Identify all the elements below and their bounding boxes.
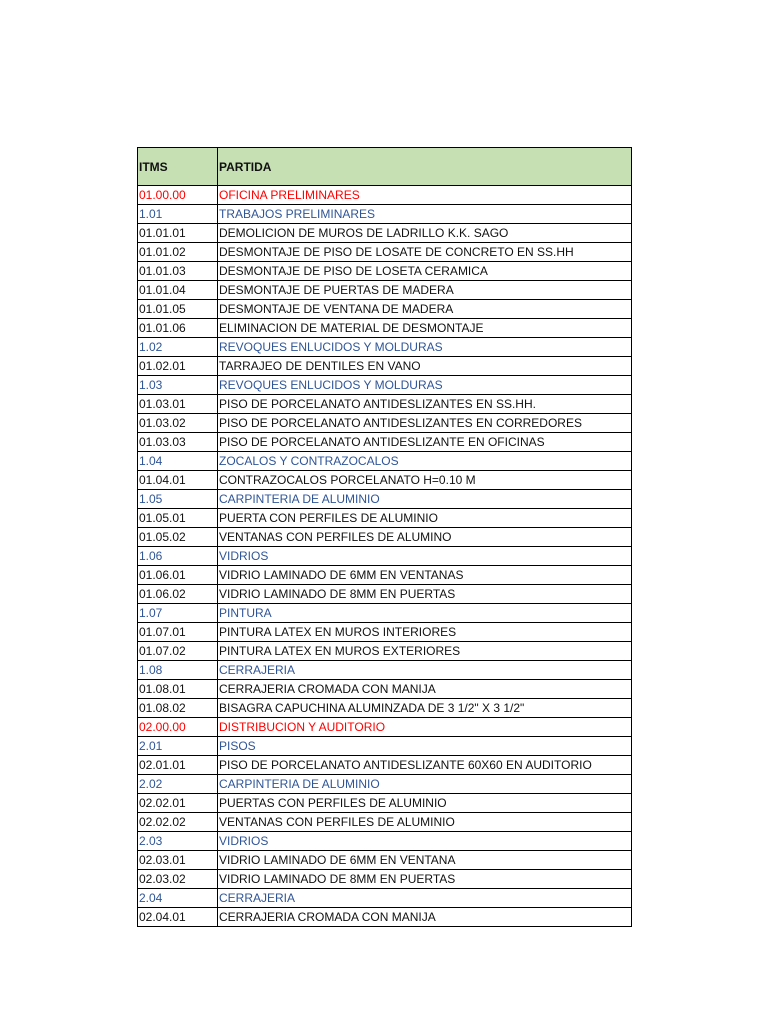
item-description-cell: CERRAJERIA <box>218 889 632 908</box>
item-code-cell: 01.01.03 <box>138 262 218 281</box>
item-code-cell: 1.04 <box>138 452 218 471</box>
item-description-cell: CERRAJERIA CROMADA CON MANIJA <box>218 908 632 927</box>
item-code-cell: 01.01.06 <box>138 319 218 338</box>
subsection-row <box>138 832 632 851</box>
item-description-cell: DEMOLICION DE MUROS DE LADRILLO K.K. SAGO <box>218 224 632 243</box>
item-code-cell: 01.00.00 <box>138 186 218 205</box>
header-row <box>138 148 632 186</box>
item-description-cell: VIDRIO LAMINADO DE 8MM EN PUERTAS <box>218 870 632 889</box>
subsection-row <box>138 889 632 908</box>
table-row <box>138 319 632 338</box>
table-row <box>138 414 632 433</box>
item-description-cell: VIDRIO LAMINADO DE 6MM EN VENTANA <box>218 851 632 870</box>
subsection-row <box>138 547 632 566</box>
item-code-cell: 01.07.02 <box>138 642 218 661</box>
item-code-cell: 1.02 <box>138 338 218 357</box>
subsection-row <box>138 490 632 509</box>
item-code-cell: 1.06 <box>138 547 218 566</box>
item-description-cell: VENTANAS CON PERFILES DE ALUMINO <box>218 528 632 547</box>
item-code-cell: 02.02.01 <box>138 794 218 813</box>
item-code-cell: 01.08.02 <box>138 699 218 718</box>
subsection-row <box>138 661 632 680</box>
header-partida: PARTIDA <box>218 148 632 186</box>
item-description-cell: VIDRIOS <box>218 832 632 851</box>
table-row <box>138 566 632 585</box>
item-code-cell: 01.08.01 <box>138 680 218 699</box>
item-description-cell: DESMONTAJE DE VENTANA DE MADERA <box>218 300 632 319</box>
table-row <box>138 528 632 547</box>
subsection-row <box>138 737 632 756</box>
header-itms: ITMS <box>138 148 218 186</box>
item-code-cell: 01.03.03 <box>138 433 218 452</box>
item-description-cell: CARPINTERIA DE ALUMINIO <box>218 490 632 509</box>
table-row <box>138 300 632 319</box>
item-code-cell: 01.07.01 <box>138 623 218 642</box>
item-code-cell: 1.03 <box>138 376 218 395</box>
table-row <box>138 395 632 414</box>
table-row <box>138 585 632 604</box>
table-row <box>138 471 632 490</box>
item-description-cell: REVOQUES ENLUCIDOS Y MOLDURAS <box>218 338 632 357</box>
item-code-cell: 01.01.01 <box>138 224 218 243</box>
table-row <box>138 642 632 661</box>
item-description-cell: VIDRIOS <box>218 547 632 566</box>
subsection-row <box>138 376 632 395</box>
item-code-cell: 1.07 <box>138 604 218 623</box>
item-description-cell: OFICINA PRELIMINARES <box>218 186 632 205</box>
subsection-row <box>138 205 632 224</box>
item-code-cell: 01.05.02 <box>138 528 218 547</box>
section-row <box>138 186 632 205</box>
subsection-row <box>138 338 632 357</box>
item-code-cell: 01.03.01 <box>138 395 218 414</box>
subsection-row <box>138 452 632 471</box>
table-row <box>138 357 632 376</box>
item-description-cell: PINTURA LATEX EN MUROS INTERIORES <box>218 623 632 642</box>
item-description-cell: DESMONTAJE DE PISO DE LOSATE DE CONCRETO EN SS.HH <box>218 243 632 262</box>
item-code-cell: 01.06.01 <box>138 566 218 585</box>
table-row <box>138 623 632 642</box>
table-row <box>138 509 632 528</box>
item-description-cell: VIDRIO LAMINADO DE 8MM EN PUERTAS <box>218 585 632 604</box>
item-code-cell: 02.04.01 <box>138 908 218 927</box>
item-code-cell: 01.05.01 <box>138 509 218 528</box>
item-code-cell: 01.06.02 <box>138 585 218 604</box>
item-description-cell: PUERTAS CON PERFILES DE ALUMINIO <box>218 794 632 813</box>
item-code-cell: 01.01.04 <box>138 281 218 300</box>
table-row <box>138 756 632 775</box>
item-code-cell: 02.02.02 <box>138 813 218 832</box>
item-code-cell: 01.01.02 <box>138 243 218 262</box>
item-description-cell: CERRAJERIA CROMADA CON MANIJA <box>218 680 632 699</box>
table-row <box>138 851 632 870</box>
table-row <box>138 794 632 813</box>
item-code-cell: 02.03.02 <box>138 870 218 889</box>
item-description-cell: ELIMINACION DE MATERIAL DE DESMONTAJE <box>218 319 632 338</box>
item-code-cell: 2.04 <box>138 889 218 908</box>
table-header <box>138 148 632 186</box>
item-description-cell: PISO DE PORCELANATO ANTIDESLIZANTE 60X60 EN AUDITORIO <box>218 756 632 775</box>
item-description-cell: PISO DE PORCELANATO ANTIDESLIZANTES EN SS.HH. <box>218 395 632 414</box>
item-code-cell: 2.01 <box>138 737 218 756</box>
item-code-cell: 02.00.00 <box>138 718 218 737</box>
table-row <box>138 243 632 262</box>
table-row <box>138 262 632 281</box>
subsection-row <box>138 604 632 623</box>
partidas-table <box>137 147 632 927</box>
table-row <box>138 433 632 452</box>
item-description-cell: DISTRIBUCION Y AUDITORIO <box>218 718 632 737</box>
item-description-cell: CERRAJERIA <box>218 661 632 680</box>
budget-sheet <box>137 147 631 927</box>
item-description-cell: PUERTA CON PERFILES DE ALUMINIO <box>218 509 632 528</box>
table-row <box>138 224 632 243</box>
table-row <box>138 813 632 832</box>
subsection-row <box>138 775 632 794</box>
item-description-cell: BISAGRA CAPUCHINA ALUMINZADA DE 3 1/2" X 3 1/2" <box>218 699 632 718</box>
table-body <box>138 186 632 927</box>
item-description-cell: VENTANAS CON PERFILES DE ALUMINIO <box>218 813 632 832</box>
table-row <box>138 281 632 300</box>
item-description-cell: REVOQUES ENLUCIDOS Y MOLDURAS <box>218 376 632 395</box>
item-code-cell: 01.02.01 <box>138 357 218 376</box>
item-code-cell: 01.01.05 <box>138 300 218 319</box>
item-code-cell: 1.05 <box>138 490 218 509</box>
item-description-cell: CARPINTERIA DE ALUMINIO <box>218 775 632 794</box>
item-description-cell: VIDRIO LAMINADO DE 6MM EN VENTANAS <box>218 566 632 585</box>
item-description-cell: DESMONTAJE DE PUERTAS DE MADERA <box>218 281 632 300</box>
item-description-cell: TARRAJEO DE DENTILES EN VANO <box>218 357 632 376</box>
item-code-cell: 1.08 <box>138 661 218 680</box>
item-code-cell: 01.04.01 <box>138 471 218 490</box>
item-description-cell: PISO DE PORCELANATO ANTIDESLIZANTE EN OFICINAS <box>218 433 632 452</box>
item-description-cell: CONTRAZOCALOS PORCELANATO H=0.10 M <box>218 471 632 490</box>
item-description-cell: PISO DE PORCELANATO ANTIDESLIZANTES EN CORREDORES <box>218 414 632 433</box>
item-description-cell: DESMONTAJE DE PISO DE LOSETA CERAMICA <box>218 262 632 281</box>
item-code-cell: 01.03.02 <box>138 414 218 433</box>
table-row <box>138 870 632 889</box>
table-row <box>138 699 632 718</box>
item-code-cell: 1.01 <box>138 205 218 224</box>
item-code-cell: 2.03 <box>138 832 218 851</box>
item-description-cell: PISOS <box>218 737 632 756</box>
item-code-cell: 02.01.01 <box>138 756 218 775</box>
item-description-cell: PINTURA LATEX EN MUROS EXTERIORES <box>218 642 632 661</box>
item-description-cell: ZOCALOS Y CONTRAZOCALOS <box>218 452 632 471</box>
item-description-cell: PINTURA <box>218 604 632 623</box>
item-code-cell: 02.03.01 <box>138 851 218 870</box>
table-row <box>138 908 632 927</box>
item-code-cell: 2.02 <box>138 775 218 794</box>
item-description-cell: TRABAJOS PRELIMINARES <box>218 205 632 224</box>
table-row <box>138 680 632 699</box>
section-row <box>138 718 632 737</box>
